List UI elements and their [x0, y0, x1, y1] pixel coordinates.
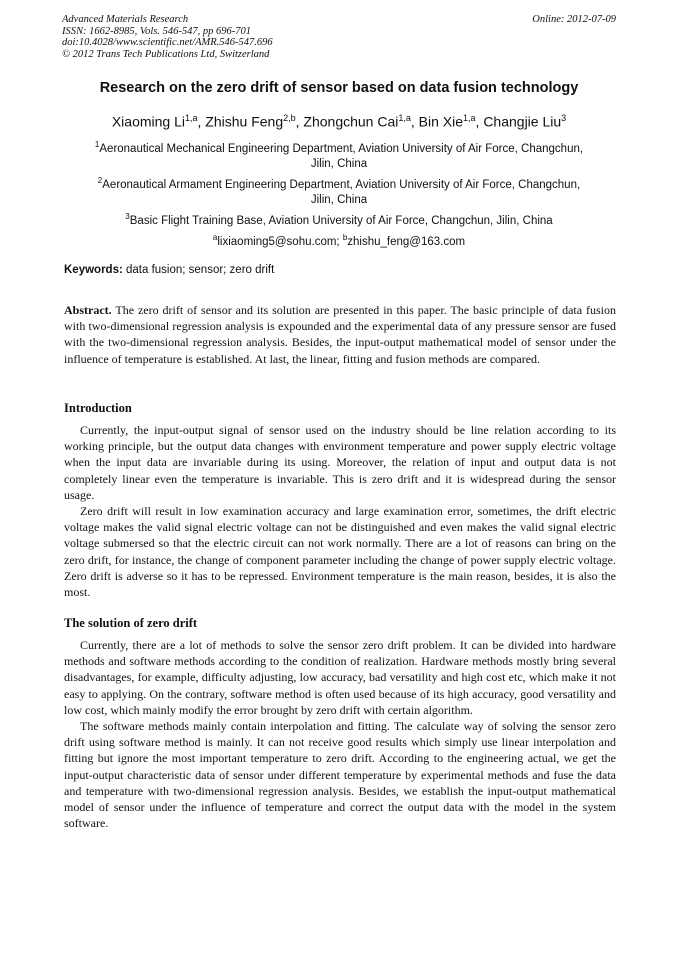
journal-info [62, 14, 273, 60]
email-sup: a [212, 233, 218, 242]
author-sup: 1,a [463, 113, 476, 123]
introduction-body [64, 422, 616, 600]
abstract-text: The zero drift of sensor and its solution are presented in this paper. The basic principle of data fusion with two-dimensional regression analysis is expounded and the experimental data of any pressure sensor are fused with the two-dimensional regression analysis. Besides, the input-output mathematical model of sensor under the influence of temperature is established. At last, the linear, fitting and fusion methods are compared. [64, 303, 616, 366]
paragraph: The software methods mainly contain interpolation and fitting. The calculate way of solving the sensor zero drift using software method is mainly. It can not receive good results which simply use linear interpolation and fitting but ignore the most important temperature to zero drift. According to the engineering actual, we get the input-output characteristic data of sensor under different temperature by experimental methods and fuse the data and temperature with two-dimensional regression analysis. Besides, we establish the input-output mathematical model of sensor under the influence of temperature and correct the output data with the model in the system software. [64, 719, 616, 831]
author-name: Zhishu Feng [205, 113, 284, 130]
author-name: Xiaoming Li [111, 113, 185, 130]
section-heading-introduction: Introduction [64, 401, 132, 415]
doi-line: doi:10.4028/www.scientific.net/AMR.546-547.696 [62, 37, 273, 48]
paragraph: Zero drift will result in low examination accuracy and large examination error, sometimes, the drift electric voltage makes the valid signal electric voltage can not be distinguished and even makes the valid signal electric voltage submersed so that the electric circuit can not work normally. There are a lot of reasons can bring on the zero drift, for instance, the change of component parameter including the change of power supply electric voltage. Zero drift is adverse so it has to be repressed. Environment temperature is the main reason, besides, it is also the most. [64, 504, 616, 600]
solution-body [64, 637, 616, 831]
author-sup: 1,a [184, 113, 198, 123]
paper-title: Research on the zero drift of sensor based on data fusion technology [99, 80, 579, 96]
affiliation-1 [64, 137, 614, 173]
abstract-label: Abstract. [64, 303, 112, 317]
email-sup: b [342, 233, 348, 242]
affiliation-2 [64, 173, 614, 209]
email-b: zhishu_feng@163.com [347, 235, 466, 248]
section-heading-solution: The solution of zero drift [64, 616, 198, 630]
author-name: Changjie Liu [483, 113, 562, 130]
email-a: lixiaoming5@sohu.com; [217, 235, 343, 248]
author-sup: 3 [561, 113, 567, 123]
affiliation-line: Jilin, China [310, 158, 368, 171]
issn-line: ISSN: 1662-8985, Vols. 546-547, pp 696-701 [62, 25, 251, 37]
author-name: Bin Xie [418, 113, 464, 130]
affiliation-sup: 3 [125, 212, 130, 221]
keywords-text: data fusion; sensor; zero drift [126, 264, 275, 276]
affiliation-line: Jilin, China [310, 194, 368, 207]
keywords [64, 264, 616, 276]
affiliation-sup: 2 [97, 176, 103, 185]
keywords-label: Keywords: [64, 264, 123, 276]
affiliation-3 [64, 209, 614, 229]
affiliation-sup: 1 [94, 140, 100, 149]
author-name: Zhongchun Cai [303, 113, 399, 130]
email-line [64, 230, 614, 250]
author-sup: 2,b [283, 113, 296, 123]
author-list: Xiaoming Li$^{1,a}$, Zhishu Feng$^{2,b}$, Zhongchun Cai$^{1,a}$, Bin Xie$^{1,a}$, Changjie Liu$^3$ [111, 113, 567, 130]
copyright-line: © 2012 Trans Tech Publications Ltd, Switzerland [62, 48, 270, 60]
affiliation-line: Aeronautical Mechanical Engineering Department, Aviation University of Air Force, Changchun, [99, 142, 584, 155]
affiliation-line: Aeronautical Armament Engineering Department, Aviation University of Air Force, Changchun, [102, 178, 581, 191]
affiliation-line: Basic Flight Training Base, Aviation University of Air Force, Changchun, Jilin, China [129, 214, 553, 227]
journal-name: Advanced Materials Research [62, 14, 189, 25]
abstract [64, 302, 616, 367]
author-sup: 1,a [398, 113, 411, 123]
paragraph: Currently, there are a lot of methods to solve the sensor zero drift problem. It can be divided into hardware methods and software methods according to the condition of realization. Hardware methods mostly bring several disadvantages, for example, difficulty adjusting, low accuracy, bad versatility and high cost etc, which make it not easy to applying. On the contrary, software method is often used because of its high accuracy, good versatility and low cost, which mainly modify the error brought by zero drift with certain algorithm. [64, 638, 616, 717]
online-date: Online: 2012-07-09 [532, 14, 616, 25]
paragraph: Currently, the input-output signal of sensor used on the industry should be line relation according to its working principle, but the output data changes with environment temperature and power supply electric voltage when the input data are invariable during its using. Moreover, the relation of input and output data is not completely linear even the temperature is invariable. This is zero drift and it is widespread during the sensor usage. [64, 423, 616, 502]
